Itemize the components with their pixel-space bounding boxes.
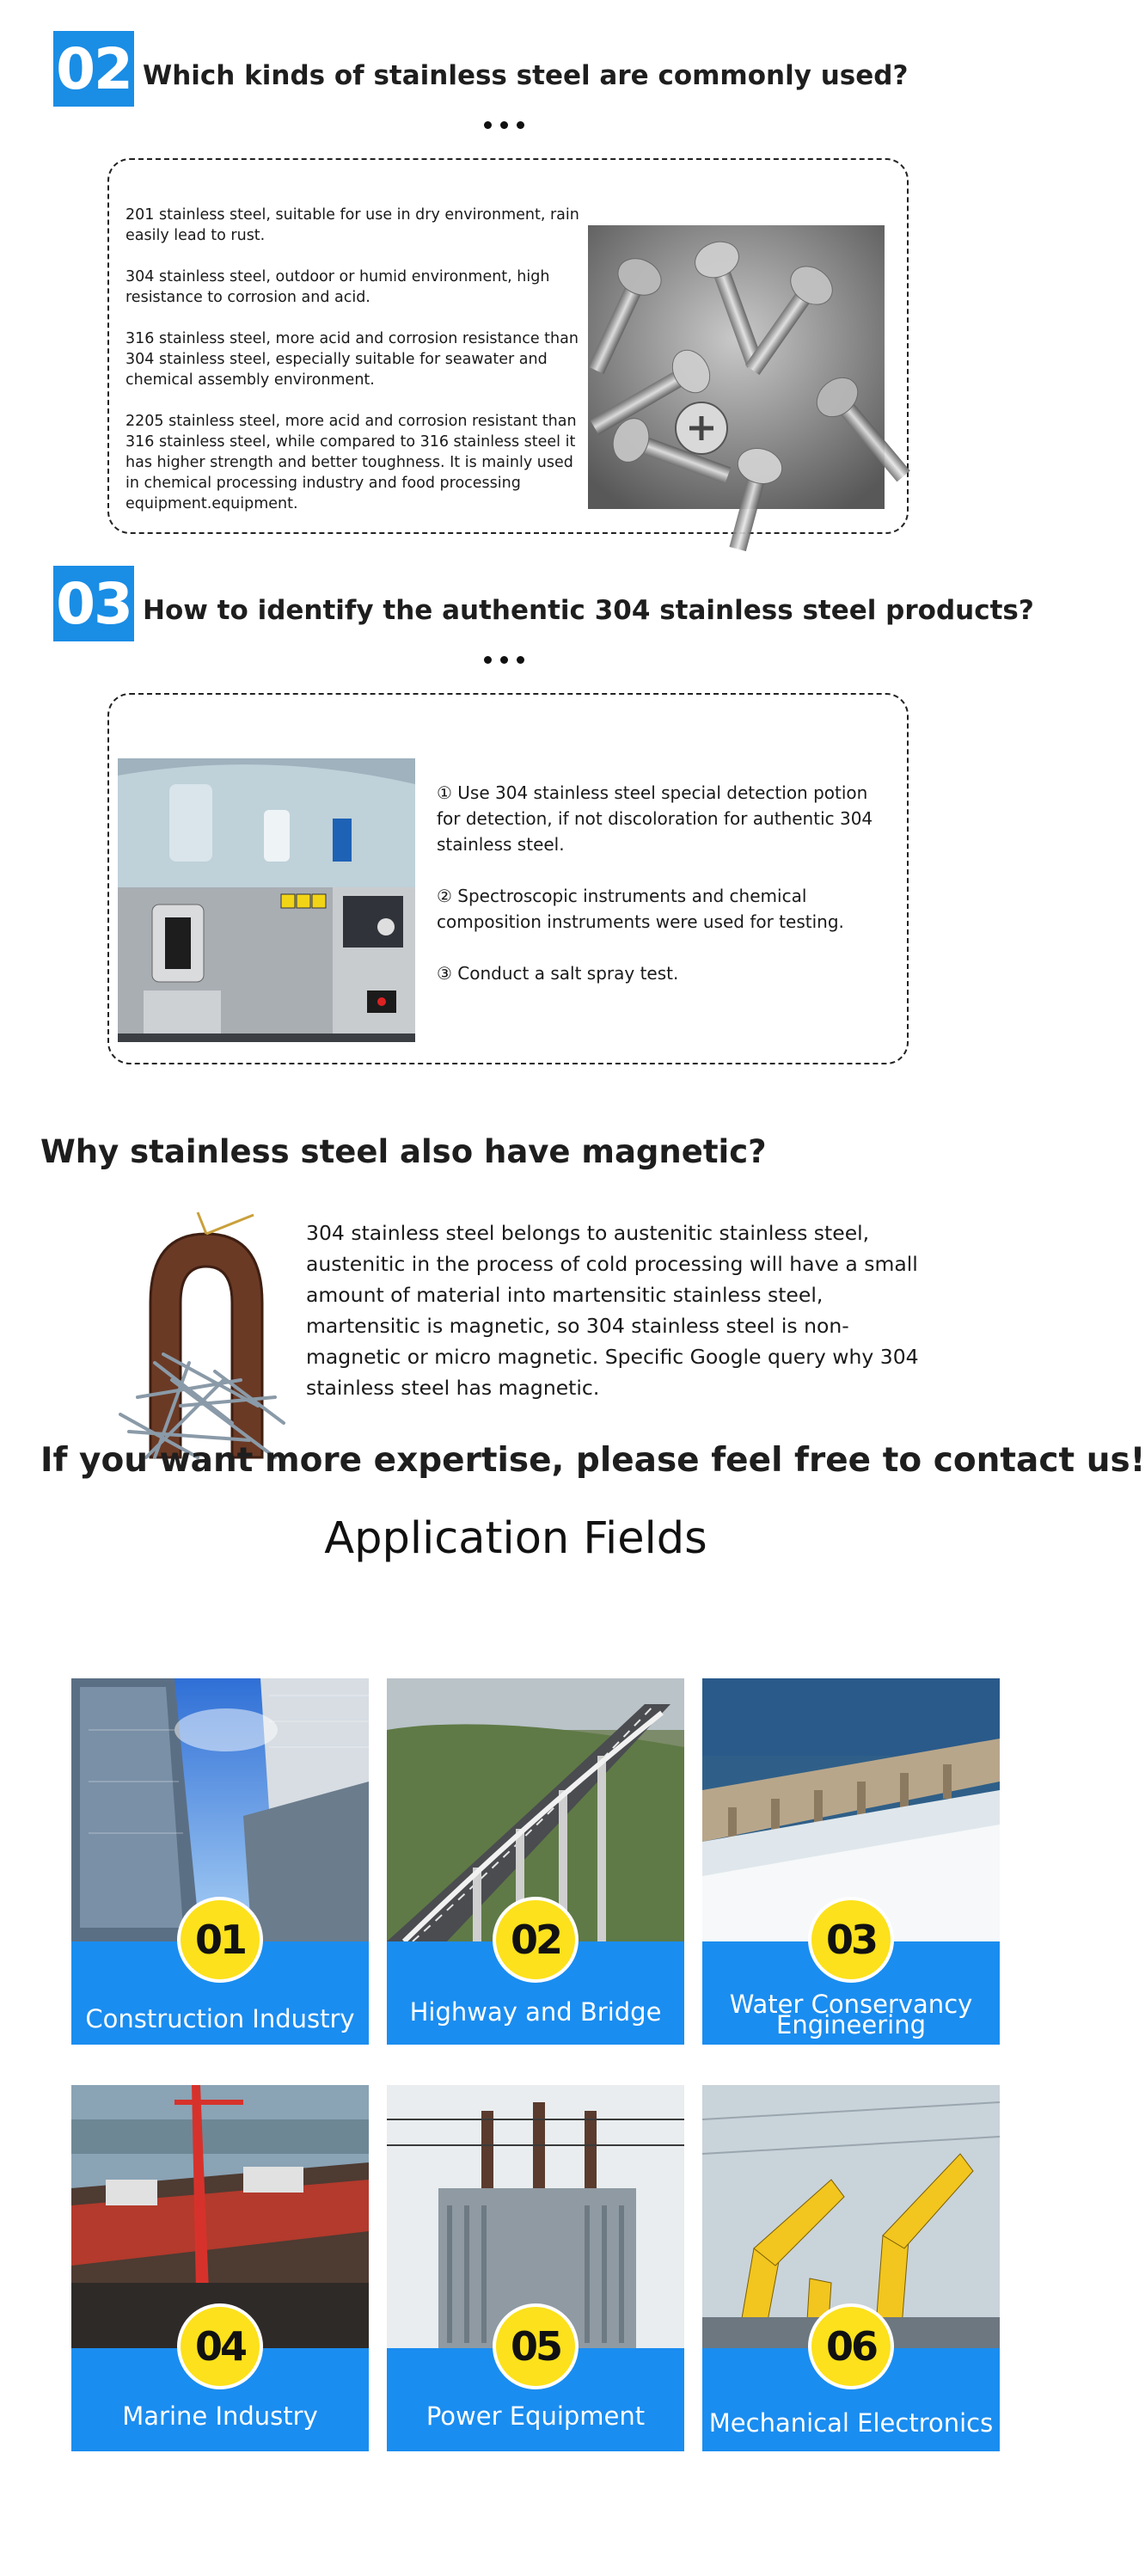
card-label-line1: Water Conservancy: [729, 1990, 973, 2019]
application-card-construction[interactable]: [71, 1678, 369, 2045]
card-label: Highway and Bridge: [409, 1997, 662, 2027]
card-label-line2: Engineering: [776, 2010, 926, 2039]
application-card-water[interactable]: [702, 1678, 1000, 2045]
step-item: ① Use 304 stainless steel special detection potion for detection, if not discoloration for authentic 304 stainless steel.: [437, 782, 873, 855]
paragraph: 201 stainless steel, suitable for use in dry environment, rain easily lead to rust.: [126, 206, 579, 244]
application-card-highway[interactable]: [387, 1678, 684, 2045]
identification-steps: [437, 780, 892, 1012]
ellipsis-dots-icon: [484, 656, 524, 664]
ellipsis-dots-icon: [484, 121, 524, 129]
section-number-badge: 02: [53, 31, 134, 107]
magnetic-heading: Why stainless steel also have magnetic?: [40, 1133, 767, 1170]
screws-photo: [588, 225, 885, 509]
card-number-badge: 03: [808, 1897, 894, 1983]
section-title: Which kinds of stainless steel are commonly used?: [143, 60, 909, 91]
section-number-badge: 03: [53, 566, 134, 641]
steel-types-text: [126, 205, 581, 535]
card-number-badge: 06: [808, 2303, 894, 2389]
application-fields-title: Application Fields: [324, 1513, 707, 1564]
application-card-mechanical[interactable]: [702, 2085, 1000, 2451]
magnet-photo: [103, 1208, 301, 1466]
section-title: How to identify the authentic 304 stainless steel products?: [143, 595, 1034, 626]
card-label: Marine Industry: [122, 2401, 318, 2431]
card-number-badge: 04: [177, 2303, 263, 2389]
magnetic-explanation: 304 stainless steel belongs to austenitic stainless steel, austenitic in the process of cold processing will have a small amount of material into martensitic stainless steel, martensitic is magnetic, so 304 stainless steel is non-magnetic or micro magnetic. Specific Google query why 304 stainless steel has magnetic.: [306, 1221, 919, 1400]
step-item: ② Spectroscopic instruments and chemical composition instruments were used for testing.: [437, 886, 844, 932]
salt-spray-machine-photo: [118, 758, 415, 1042]
card-label: Construction Industry: [85, 2004, 355, 2033]
paragraph: 316 stainless steel, more acid and corrosion resistance than 304 stainless steel, especially suitable for seawater and chemical assembly environment.: [126, 330, 579, 389]
card-number-badge: 02: [493, 1897, 579, 1983]
card-label: Mechanical Electronics: [708, 2408, 994, 2438]
card-label: Power Equipment: [426, 2401, 646, 2431]
paragraph: 2205 stainless steel, more acid and corrosion resistant than 316 stainless steel, while compared to 316 stainless steel it has higher strength and better toughness. It is mainly used in chemical processing industry and food processing equipment.equipment.: [126, 413, 577, 512]
contact-line: If you want more expertise, please feel free to contact us!: [40, 1441, 1145, 1480]
paragraph: 304 stainless steel, outdoor or humid environment, high resistance to corrosion and acid.: [126, 268, 550, 306]
application-card-marine[interactable]: [71, 2085, 369, 2451]
application-card-power[interactable]: [387, 2085, 684, 2451]
card-number-badge: 05: [493, 2303, 579, 2389]
step-item: ③ Conduct a salt spray test.: [437, 963, 679, 984]
card-number-badge: 01: [177, 1897, 263, 1983]
